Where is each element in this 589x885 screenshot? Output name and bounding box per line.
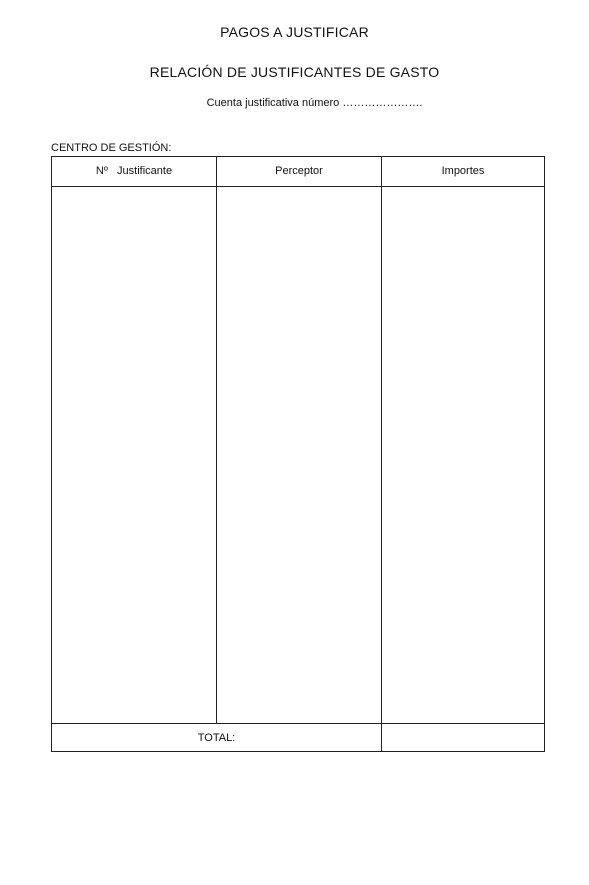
column-divider — [381, 157, 382, 751]
document-title: PAGOS A JUSTIFICAR — [220, 24, 369, 40]
perceptor-column-body — [217, 187, 381, 723]
justificantes-table — [51, 156, 545, 752]
header-divider — [52, 186, 544, 187]
column-header-importes: Importes — [441, 165, 485, 177]
account-line: Cuenta justificativa número …………………. — [206, 97, 423, 109]
column-divider — [216, 157, 217, 723]
document-heading: RELACIÓN DE JUSTIFICANTES DE GASTO — [149, 64, 440, 80]
justificante-column-body — [52, 187, 216, 723]
column-header-justificante: Nº Justificante — [95, 165, 173, 177]
column-header-perceptor: Perceptor — [275, 165, 323, 177]
centro-gestion-label: CENTRO DE GESTIÓN: — [51, 142, 172, 154]
total-label: TOTAL: — [197, 732, 236, 744]
total-value-cell — [382, 724, 544, 752]
importes-column-body — [382, 187, 544, 723]
